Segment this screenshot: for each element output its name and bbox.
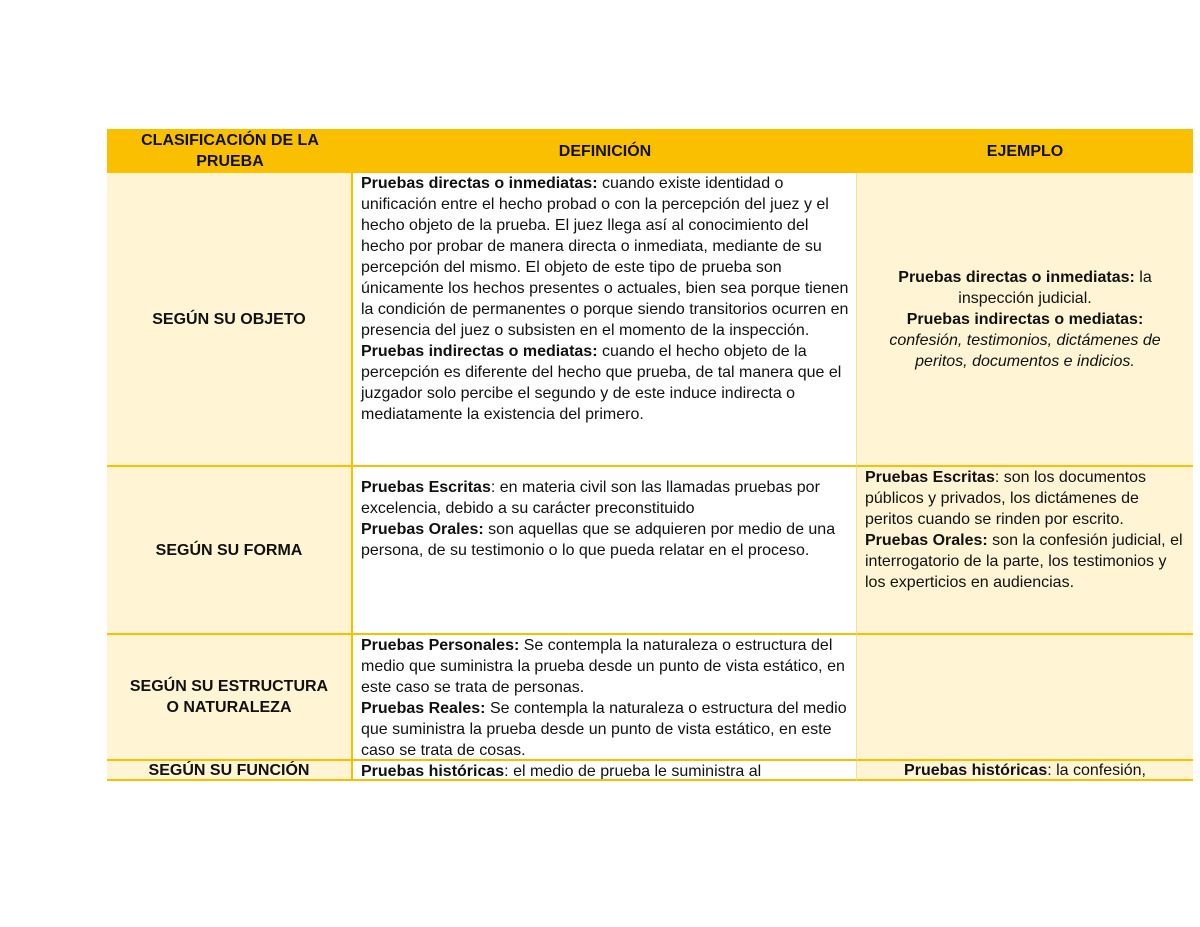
row-estructura-definition [353,635,857,761]
example-text: : la confesión, [1047,761,1146,779]
example-term: Pruebas directas o inmediatas: [898,268,1135,286]
definition-text: Se contempla la naturaleza o estructura del medio que suministra la prueba desde un punto de vista estático, en este caso se trata de personas. [361,637,845,696]
definition-term: Pruebas históricas [361,763,505,780]
definition-term: Pruebas Escritas [361,479,491,496]
definition-term: Pruebas indirectas o mediatas: [361,343,598,360]
definition-term: Pruebas directas o inmediatas: [361,175,598,192]
header-definition-label: DEFINICIÓN [558,142,652,160]
row-funcion-category [107,761,353,781]
category-label: SEGÚN SU FUNCIÓN [148,761,310,779]
definition-text: son aquellas que se adquieren por medio de una persona, de su testimonio o lo que pueda relatar en el proceso. [361,521,836,559]
example-text: la inspección judicial. [958,268,1152,307]
row-forma-definition [353,467,857,635]
header-definition [353,129,857,173]
row-funcion-definition [353,761,857,781]
definition-text: Se contempla la naturaleza o estructura del medio que suministra la prueba desde un punto de vista estático, en este caso se trata de cosas. [361,700,847,759]
definition-term: Pruebas Orales: [361,521,484,538]
category-label: SEGÚN SU FORMA [155,541,303,559]
example-term: Pruebas Escritas [865,469,995,486]
category-label: SEGÚN SU OBJETO [152,310,306,328]
row-objeto-definition [353,173,857,467]
example-text: son la confesión judicial, el interrogatorio de la parte, los testimonios y los experticios en audiencias. [865,532,1183,591]
row-estructura-category [107,635,353,761]
row-funcion-example [857,761,1193,781]
definition-text: cuando existe identidad o unificación entre el hecho probad o con la percepción del juez y el hecho objeto de la prueba. El juez llega así al conocimiento del hecho por probar de manera directa o inmediata, mediante de su percepción del mismo. El objeto de este tipo de prueba son únicamente los hechos presentes o actuales, bien sea porque tienen la condición de permanentes o porque siendo transitorios ocurren en presencia del juez o subsisten en el momento de la inspección. [361,175,849,339]
definition-text: : el medio de prueba le suministra al [504,763,762,780]
example-text: : son los documentos públicos y privados, los dictámenes de peritos cuando se rinden por escrito. [865,469,1147,528]
row-forma-example [857,467,1193,635]
example-term: Pruebas indirectas o mediatas: [906,310,1144,328]
classification-table [107,129,1193,781]
header-classification-line2: PRUEBA [196,153,264,170]
definition-term: Pruebas Reales: [361,700,486,717]
category-label-line2: O NATURALEZA [166,699,292,716]
header-classification-line1: CLASIFICACIÓN DE LA [141,132,319,149]
header-classification [107,129,353,173]
definition-text: : en materia civil son las llamadas pruebas por excelencia, debido a su carácter preconstituido [361,479,820,517]
row-objeto-category [107,173,353,467]
header-example [857,129,1193,173]
example-text: confesión, testimonios, dictámenes de peritos, documentos e indicios. [889,331,1161,370]
header-example-label: EJEMPLO [986,142,1064,160]
category-label-line1: SEGÚN SU ESTRUCTURA [129,678,329,695]
example-term: Pruebas Orales: [865,532,988,549]
definition-text: cuando el hecho objeto de la percepción es diferente del hecho que prueba, de tal manera que el juzgador solo percibe el segundo y de este induce indirecta o mediatamente la existencia del primero. [361,343,842,423]
definition-term: Pruebas Personales: [361,637,520,654]
row-objeto-example [857,173,1193,467]
row-estructura-example [857,635,1193,761]
example-term: Pruebas históricas [904,761,1048,779]
row-forma-category [107,467,353,635]
